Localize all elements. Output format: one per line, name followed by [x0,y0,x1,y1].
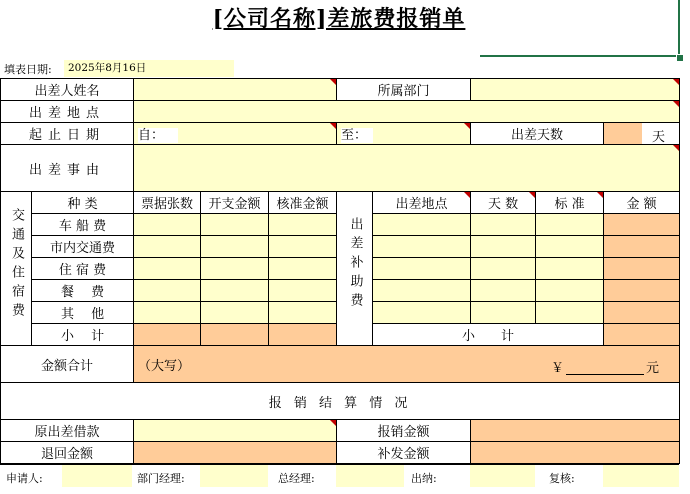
tickets-input[interactable] [134,258,201,280]
allowance-place-input[interactable] [373,280,471,302]
selection-border [678,0,680,58]
dept-label: 所属部门 [337,79,471,101]
tickets-subtotal[interactable] [134,324,201,346]
allowance-standard-input[interactable] [536,214,604,236]
comment-marker [330,123,336,129]
reimburse-label: 报销金额 [337,420,471,442]
approved-input[interactable] [269,280,337,302]
allowance-standard-input[interactable] [536,280,604,302]
place-label: 出差地点 [1,101,134,123]
supplement-label: 补发金额 [337,442,471,464]
allowance-amount-cell[interactable] [604,302,680,324]
approved-subtotal[interactable] [269,324,337,346]
comment-marker [330,79,336,85]
comment-marker [330,420,336,426]
reason-input[interactable] [134,145,680,192]
comment-marker [464,123,470,129]
allowance-place-input[interactable] [373,214,471,236]
allowance-amount-cell[interactable] [604,258,680,280]
allowance-amount-cell[interactable] [604,214,680,236]
allowance-place-input[interactable] [373,236,471,258]
reviewer-input[interactable] [603,465,679,487]
fill-date-value[interactable]: 2025年8月16日 [64,60,234,77]
allowance-place-input[interactable] [373,302,471,324]
expense-form-table [0,78,680,464]
tickets-input[interactable] [134,236,201,258]
transport-side-label: 交通及住宿费 [1,192,32,346]
form-title: [公司名称]差旅费报销单 [212,6,466,32]
gm-input[interactable] [336,465,404,487]
comment-marker [673,101,679,107]
comment-marker [529,192,535,198]
tickets-input[interactable] [134,280,201,302]
transport-type-label: 市内交通费 [32,236,134,258]
days-unit: 天 [652,130,666,145]
fill-date-label: 填表日期: [4,63,52,76]
comment-marker [464,192,470,198]
allowance-subtotal-cell[interactable] [604,324,680,346]
signature-row [0,464,679,489]
allowance-days-input[interactable] [471,280,536,302]
spent-input[interactable] [201,302,269,324]
to-label: 至： [341,128,373,143]
title-cell[interactable] [0,0,678,55]
allowance-standard-input[interactable] [536,258,604,280]
transport-header-tickets: 票据张数 [134,192,201,214]
dept-manager-label: 部门经理: [137,472,185,485]
allowance-header-standard: 标 准 [536,192,604,214]
total-amount-cell[interactable] [134,346,680,383]
from-label: 自： [138,128,178,143]
approved-input[interactable] [269,258,337,280]
name-input[interactable] [134,79,337,101]
yen-amount-line[interactable] [566,362,644,375]
selection-border [480,55,680,57]
from-date-input[interactable] [134,123,337,145]
gm-label: 总经理: [278,472,315,485]
applicant-label: 申请人: [6,472,43,485]
spent-input[interactable] [201,214,269,236]
dept-input[interactable] [471,79,680,101]
supplement-amount[interactable] [471,442,680,464]
spent-subtotal[interactable] [201,324,269,346]
place-input[interactable] [134,101,680,123]
tickets-input[interactable] [134,302,201,324]
transport-subtotal-label: 小 计 [32,324,134,346]
spent-input[interactable] [201,280,269,302]
return-label: 退回金额 [1,442,134,464]
transport-header-approved: 核准金额 [269,192,337,214]
reason-label: 出差事由 [1,145,134,192]
tickets-input[interactable] [134,214,201,236]
approved-input[interactable] [269,236,337,258]
to-date-input[interactable] [337,123,471,145]
allowance-subtotal-label: 小 计 [373,324,604,346]
name-label: 出差人姓名 [1,79,134,101]
transport-type-label: 其 他 [32,302,134,324]
yuan-unit: 元 [646,361,660,376]
return-amount[interactable] [134,442,337,464]
transport-header-spent: 开支金额 [201,192,269,214]
days-label: 出差天数 [471,123,604,145]
allowance-amount-cell[interactable] [604,280,680,302]
allowance-days-input[interactable] [471,302,536,324]
dept-manager-input[interactable] [200,465,268,487]
allowance-days-input[interactable] [471,236,536,258]
days-cell[interactable] [604,123,680,145]
advance-input[interactable] [134,420,337,442]
spent-input[interactable] [201,258,269,280]
approved-input[interactable] [269,214,337,236]
allowance-standard-input[interactable] [536,302,604,324]
applicant-input[interactable] [62,465,132,487]
total-yen-group [551,357,659,376]
approved-input[interactable] [269,302,337,324]
reimburse-amount[interactable] [471,420,680,442]
fill-handle[interactable] [676,54,684,62]
cashier-input[interactable] [470,465,535,487]
yen-sign: ￥ [551,361,565,376]
transport-type-label: 住 宿 费 [32,258,134,280]
days-value[interactable] [604,123,642,144]
allowance-header-place: 出差地点 [373,192,471,214]
allowance-side-label: 出差补助费 [337,192,373,346]
transport-type-label: 餐 费 [32,280,134,302]
advance-label: 原出差借款 [1,420,134,442]
reviewer-label: 复核: [549,472,575,485]
allowance-amount-cell[interactable] [604,236,680,258]
total-upper-label: （大写） [138,358,191,374]
comment-marker [673,79,679,85]
spent-input[interactable] [201,236,269,258]
allowance-days-input[interactable] [471,258,536,280]
allowance-header-days: 天 数 [471,192,536,214]
allowance-header-amount: 金 额 [604,192,680,214]
transport-header-type: 种 类 [32,192,134,214]
allowance-days-input[interactable] [471,214,536,236]
total-label: 金额合计 [1,346,134,383]
comment-marker [597,192,603,198]
cashier-label: 出纳: [411,472,437,485]
allowance-place-input[interactable] [373,258,471,280]
comment-marker [673,145,679,151]
dates-label: 起止日期 [1,123,134,145]
settlement-heading: 报 销 结 算 情 况 [1,383,680,420]
transport-type-label: 车 船 费 [32,214,134,236]
allowance-standard-input[interactable] [536,236,604,258]
